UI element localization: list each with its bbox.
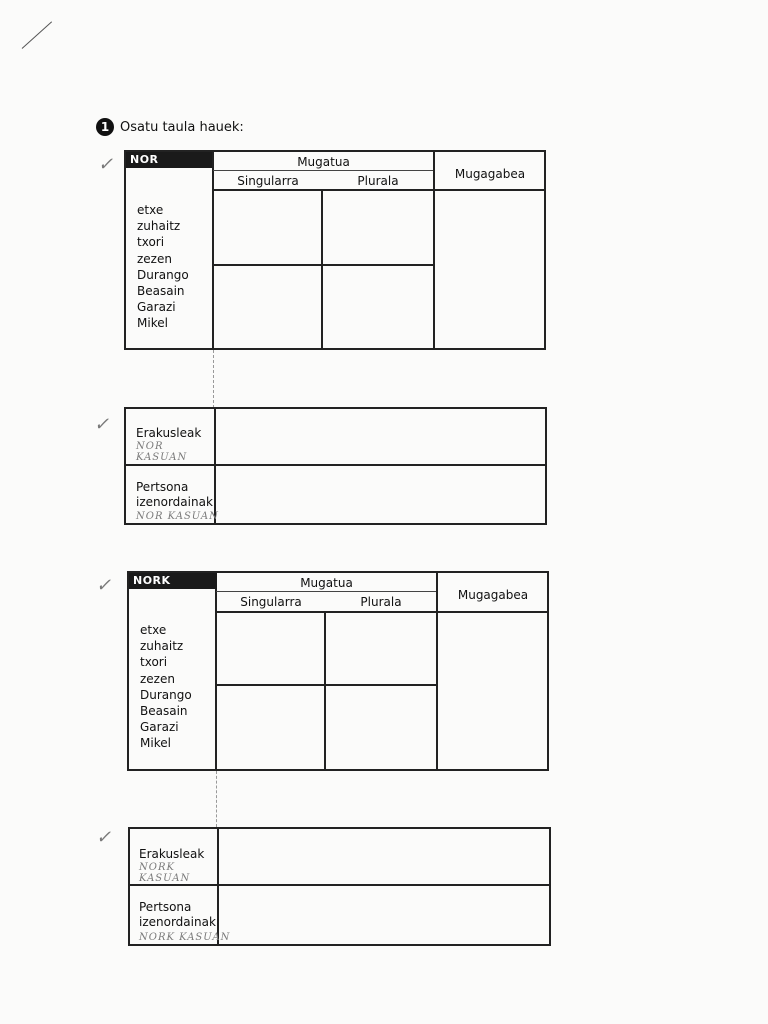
header-mugatua: Mugatua bbox=[300, 576, 353, 590]
guide-line bbox=[213, 350, 214, 408]
header-mugagabea: Mugagabea bbox=[454, 167, 526, 181]
label-pertsona bbox=[139, 900, 216, 930]
header-plurala: Plurala bbox=[357, 174, 399, 188]
label-line: izenordainak bbox=[136, 495, 213, 509]
exercise-heading bbox=[96, 118, 244, 136]
word-item: zuhaitz bbox=[137, 219, 181, 234]
exercise-instruction: Osatu taula hauek: bbox=[120, 119, 244, 135]
answer-cell-nor-pertsona[interactable] bbox=[216, 466, 545, 523]
nork-word-list bbox=[140, 622, 192, 752]
word-item: Durango bbox=[140, 687, 192, 702]
word-item: etxe bbox=[137, 203, 164, 217]
word-item: zuhaitz bbox=[140, 639, 184, 654]
table-divider bbox=[216, 591, 436, 592]
scan-mark bbox=[22, 21, 52, 49]
header-plurala: Plurala bbox=[360, 595, 402, 609]
word-item: Beasain bbox=[137, 284, 185, 299]
answer-cell-nor-plural-2[interactable] bbox=[323, 266, 433, 348]
word-item: Garazi bbox=[137, 300, 176, 315]
answer-cell-nork-plural-2[interactable] bbox=[326, 686, 436, 769]
pen-check-mark: ✓ bbox=[96, 827, 112, 848]
pen-check-mark: ✓ bbox=[94, 414, 110, 435]
word-item: zezen bbox=[140, 671, 175, 686]
answer-cell-nor-plural-1[interactable] bbox=[323, 191, 433, 264]
answer-cell-nor-erakusleak[interactable] bbox=[216, 409, 545, 464]
label-line: Pertsona bbox=[136, 480, 189, 494]
answer-cell-nork-singular-2[interactable] bbox=[217, 686, 324, 769]
pen-note: NORK KASUAN bbox=[139, 932, 231, 943]
answer-cell-nork-pertsona[interactable] bbox=[219, 886, 549, 944]
word-item: Mikel bbox=[137, 316, 168, 331]
label-line: izenordainak bbox=[139, 915, 216, 929]
word-item: Mikel bbox=[140, 736, 171, 751]
exercise-number-badge: 1 bbox=[96, 118, 114, 136]
answer-cell-nork-mugagabea[interactable] bbox=[438, 613, 547, 769]
header-mugatua: Mugatua bbox=[297, 155, 350, 169]
word-item: etxe bbox=[140, 623, 167, 637]
answer-cell-nor-mugagabea[interactable] bbox=[435, 191, 544, 348]
header-singularra: Singularra bbox=[240, 595, 302, 609]
label-erakusleak: Erakusleak bbox=[136, 426, 202, 440]
header-singularra: Singularra bbox=[237, 174, 299, 188]
nor-word-list bbox=[137, 202, 189, 332]
answer-cell-nork-singular-1[interactable] bbox=[217, 613, 324, 684]
word-item: zezen bbox=[137, 251, 172, 266]
word-item: Garazi bbox=[140, 720, 179, 735]
word-item: Beasain bbox=[140, 704, 188, 719]
word-item: txori bbox=[137, 235, 165, 250]
guide-line bbox=[216, 771, 217, 827]
pen-note: NOR KASUAN bbox=[136, 441, 188, 463]
label-erakusleak: Erakusleak bbox=[139, 847, 205, 861]
label-pertsona bbox=[136, 480, 213, 510]
table-divider bbox=[213, 170, 433, 171]
case-label-nork: NORK bbox=[129, 573, 217, 589]
label-line: Pertsona bbox=[139, 900, 192, 914]
answer-cell-nork-plural-1[interactable] bbox=[326, 613, 436, 684]
pen-note: NOR KASUAN bbox=[136, 511, 219, 522]
pen-check-mark: ✓ bbox=[98, 154, 114, 175]
word-item: Durango bbox=[137, 267, 189, 282]
pen-check-mark: ✓ bbox=[96, 575, 112, 596]
answer-cell-nor-singular-1[interactable] bbox=[214, 191, 321, 264]
answer-cell-nor-singular-2[interactable] bbox=[214, 266, 321, 348]
pen-note: NORK KASUAN bbox=[139, 862, 191, 884]
answer-cell-nork-erakusleak[interactable] bbox=[219, 829, 549, 884]
case-label-nor: NOR bbox=[126, 152, 212, 168]
header-mugagabea: Mugagabea bbox=[457, 588, 529, 602]
word-item: txori bbox=[140, 655, 168, 670]
